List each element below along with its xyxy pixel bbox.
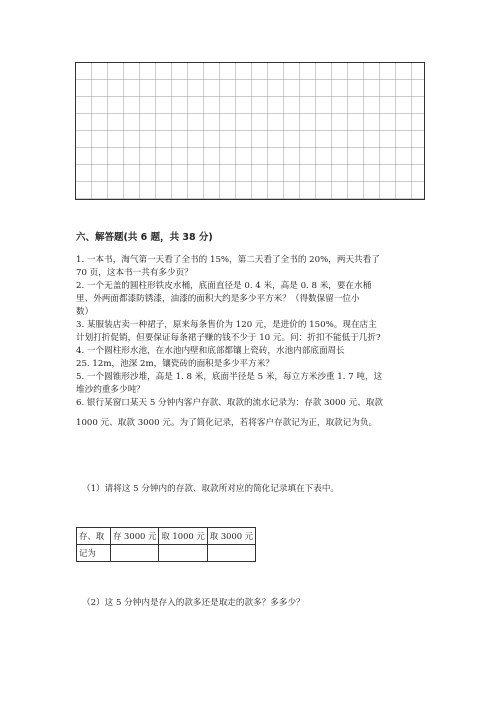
question-4 — [76, 345, 431, 371]
question-line: 里、外两面都漆防锈漆，油漆的面积大约是多少平方米？（得数保留一位小 — [76, 294, 360, 304]
answer-cell[interactable] — [159, 545, 207, 562]
table-row — [77, 545, 256, 562]
answer-cell[interactable] — [111, 545, 159, 562]
table-header-cell: 取 1000 元 — [159, 528, 207, 545]
question-3 — [76, 319, 431, 345]
question-line: 1. 一本书，淘气第一天看了全书的 15%，第二天看了全书的 20%，两天共看了 — [76, 255, 380, 265]
question-line: 2. 一个无盖的圆柱形铁皮水桶，底面直径是 0. 4 米，高是 0. 8 米，要在水桶 — [76, 281, 372, 291]
question-line: 4. 一个圆柱形水池，在水池内壁和底部都镶上瓷砖，水池内部底面周长 — [76, 346, 345, 356]
table-header-cell: 存 3000 元 — [111, 528, 159, 545]
answer-cell[interactable] — [207, 545, 255, 562]
question-line: 1000 元、取款 3000 元。为了简化记录，若将客户存款记为正，取款记为负。 — [76, 418, 378, 428]
question-line: 5. 一个圆锥形沙堆，高是 1. 8 米，底面半径是 5 米，每立方米沙重 1. 7 吨，这 — [76, 372, 383, 382]
question-line: 3. 某服装店卖一种裙子，原来每条售价为 120 元，是进价的 150%。现在店主 — [76, 320, 377, 330]
table-row-label: 记为 — [77, 545, 111, 562]
question-line: 堆沙约重多少吨？ — [76, 385, 145, 395]
table-header-cell: 取 3000 元 — [207, 528, 255, 545]
question-line: 数） — [76, 307, 94, 317]
sub-question-1: （1）请将这 5 分钟内的存款、取款所对应的简化记录填在下表中。 — [82, 484, 340, 494]
question-line: 25. 12m，池深 2m，镶瓷砖的面积是多少平方米？ — [76, 359, 274, 369]
record-table — [76, 527, 256, 562]
answer-grid — [75, 62, 425, 200]
question-2 — [76, 280, 431, 319]
table-row — [77, 528, 256, 545]
question-line: 70 页，这本书一共有多少页？ — [76, 268, 193, 278]
section-title: 六、解答题(共 6 题，共 38 分) — [76, 232, 213, 243]
question-line: 计划打折促销，但要保证每条裙子赚的钱不少于 10 元。问：折扣不能低于几折? — [76, 333, 381, 343]
sub-question-2: （2）这 5 分钟内是存入的款多还是取走的款多？多多少？ — [82, 598, 305, 608]
question-6 — [76, 397, 431, 430]
question-5 — [76, 371, 431, 397]
question-1 — [76, 254, 431, 280]
table-header-cell: 存、取 — [77, 528, 111, 545]
question-line: 6. 银行某窗口某天 5 分钟内客户存款、取款的流水记录为：存款 3000 元、取款 — [76, 398, 384, 408]
